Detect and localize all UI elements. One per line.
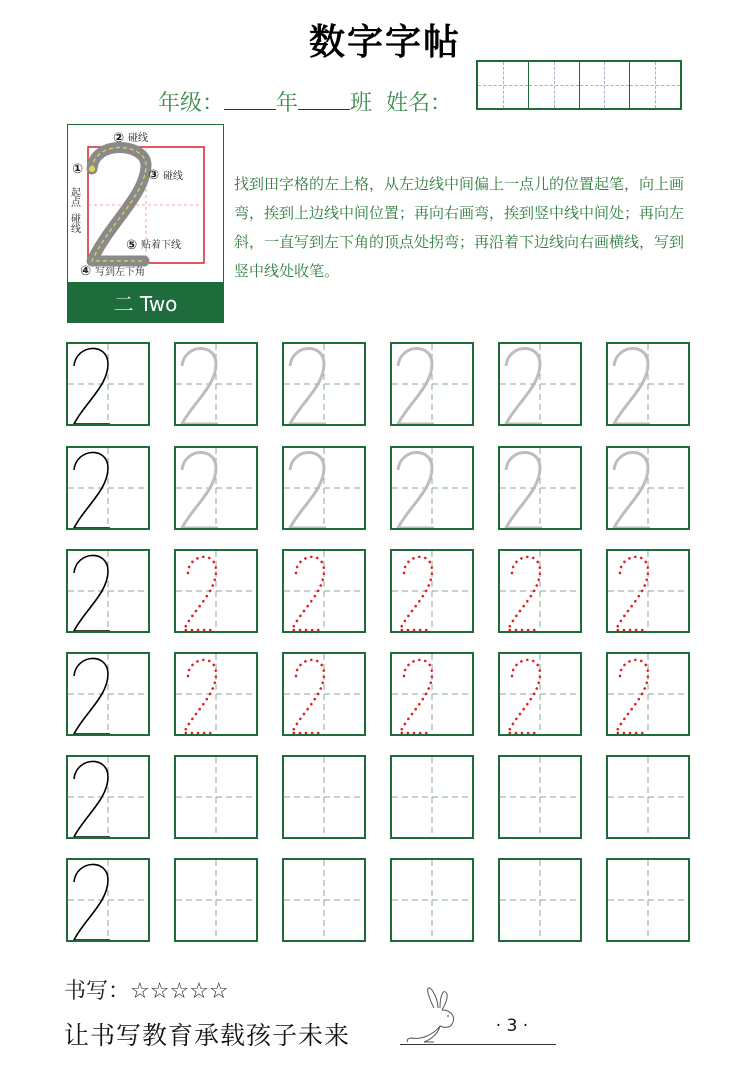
practice-cell[interactable] [390, 342, 474, 426]
practice-cell[interactable] [390, 652, 474, 736]
practice-cell[interactable] [282, 755, 366, 839]
digit-2-dotted [284, 654, 364, 734]
tian-grid-guides [176, 860, 256, 940]
name-cell[interactable] [529, 62, 580, 108]
page-title: 数字字帖 [308, 22, 461, 63]
digit-2-gray [500, 344, 580, 424]
practice-cell[interactable] [66, 549, 150, 633]
digit-2-dotted [500, 551, 580, 631]
along-bottom-label: 贴着下线 [141, 240, 181, 251]
practice-cell[interactable] [174, 549, 258, 633]
tian-grid-guides [392, 757, 472, 837]
practice-cell[interactable] [390, 446, 474, 530]
digit-2-model [68, 757, 148, 837]
practice-cell[interactable] [282, 858, 366, 942]
stroke-demo-diagram [68, 125, 225, 285]
rating-row [64, 974, 229, 1005]
grade-label: 年级： [158, 91, 225, 116]
practice-cell[interactable] [498, 549, 582, 633]
touch-right-label: 碰线 [163, 171, 183, 182]
digit-2-model [68, 551, 148, 631]
digit-2-gray [176, 448, 256, 528]
tian-grid-guides [500, 757, 580, 837]
digit-2-dotted [608, 654, 688, 734]
digit-2-gray [284, 448, 364, 528]
digit-2-dotted [176, 654, 256, 734]
digit-2-model [68, 344, 148, 424]
touch-top-label: 碰线 [128, 133, 148, 144]
practice-cell[interactable] [282, 652, 366, 736]
practice-cell[interactable] [282, 549, 366, 633]
slogan: 让书写教育承载孩子未来 [64, 1021, 351, 1050]
digit-2-dotted [608, 551, 688, 631]
digit-2-model [68, 448, 148, 528]
name-label: 姓名： [386, 91, 453, 116]
page-underline [400, 1044, 556, 1045]
stroke-instructions: 找到田字格的左上格，从左边线中间偏上一点儿的位置起笔，向上画弯，挨到上边线中间位置；再向右画弯，挨到竖中线中间处；再向左斜，一直写到左下角的顶点处拐弯；再沿着下边线向右画横线，写到竖中线处收笔。 [234, 175, 685, 280]
year-label: 年 [276, 91, 299, 116]
digit-2-gray [284, 344, 364, 424]
step-4-mark: ④ [80, 264, 92, 279]
practice-cell[interactable] [606, 446, 690, 530]
rabbit-icon [404, 984, 468, 1046]
practice-cell[interactable] [606, 755, 690, 839]
rating-label: 书写： [64, 979, 131, 1004]
practice-cell[interactable] [66, 755, 150, 839]
digit-name-banner: 二 Two [68, 282, 223, 322]
practice-cell[interactable] [66, 858, 150, 942]
practice-cell[interactable] [66, 342, 150, 426]
step-1-mark: ① [72, 162, 84, 177]
class-blank[interactable] [298, 89, 350, 110]
digit-2-dotted [284, 551, 364, 631]
touch-left-label: 碰线 [68, 213, 80, 233]
tian-grid-guides [608, 757, 688, 837]
page-number: · 3 · [495, 1016, 529, 1036]
tian-grid-guides [284, 757, 364, 837]
digit-2-gray [500, 448, 580, 528]
practice-cell[interactable] [390, 858, 474, 942]
practice-cell[interactable] [66, 446, 150, 530]
step-2-mark: ② [113, 131, 125, 146]
digit-2-dotted [392, 654, 472, 734]
student-info-line [158, 86, 452, 117]
digit-2-dotted [392, 551, 472, 631]
step-3-mark: ③ [148, 168, 160, 183]
practice-cell[interactable] [174, 755, 258, 839]
digit-2-gray [392, 448, 472, 528]
practice-cell[interactable] [606, 652, 690, 736]
name-cell[interactable] [630, 62, 680, 108]
practice-cell[interactable] [174, 446, 258, 530]
tian-grid-guides [392, 860, 472, 940]
start-label: 起点 [68, 187, 80, 207]
digit-2-gray [176, 344, 256, 424]
step-5-mark: ⑤ [126, 238, 138, 253]
digit-2-gray [392, 344, 472, 424]
practice-cell[interactable] [390, 755, 474, 839]
practice-cell[interactable] [498, 755, 582, 839]
practice-cell[interactable] [66, 652, 150, 736]
digit-2-dotted [176, 551, 256, 631]
practice-cell[interactable] [606, 342, 690, 426]
stroke-demo-card [67, 124, 224, 323]
digit-2-gray [608, 448, 688, 528]
tian-grid-guides [608, 860, 688, 940]
practice-cell[interactable] [282, 342, 366, 426]
tian-grid-guides [284, 860, 364, 940]
digit-2-dotted [500, 654, 580, 734]
practice-cell[interactable] [498, 446, 582, 530]
rating-stars[interactable]: ☆☆☆☆☆ [130, 979, 229, 1004]
practice-cell[interactable] [606, 549, 690, 633]
class-label: 班 [350, 91, 373, 116]
practice-cell[interactable] [174, 652, 258, 736]
practice-cell[interactable] [390, 549, 474, 633]
name-cell[interactable] [580, 62, 631, 108]
practice-cell[interactable] [606, 858, 690, 942]
name-writing-box[interactable] [476, 60, 682, 110]
digit-2-model [68, 654, 148, 734]
digit-2-model [68, 860, 148, 940]
tian-grid-guides [500, 860, 580, 940]
practice-cell[interactable] [498, 652, 582, 736]
practice-cell[interactable] [174, 342, 258, 426]
practice-cell[interactable] [498, 858, 582, 942]
practice-cell[interactable] [174, 858, 258, 942]
practice-cell[interactable] [498, 342, 582, 426]
digit-2-gray [608, 344, 688, 424]
practice-cell[interactable] [282, 446, 366, 530]
bottom-left-label: 写到左下角 [95, 267, 145, 278]
grade-blank[interactable] [224, 89, 276, 110]
name-cell[interactable] [478, 62, 529, 108]
tian-grid-guides [176, 757, 256, 837]
